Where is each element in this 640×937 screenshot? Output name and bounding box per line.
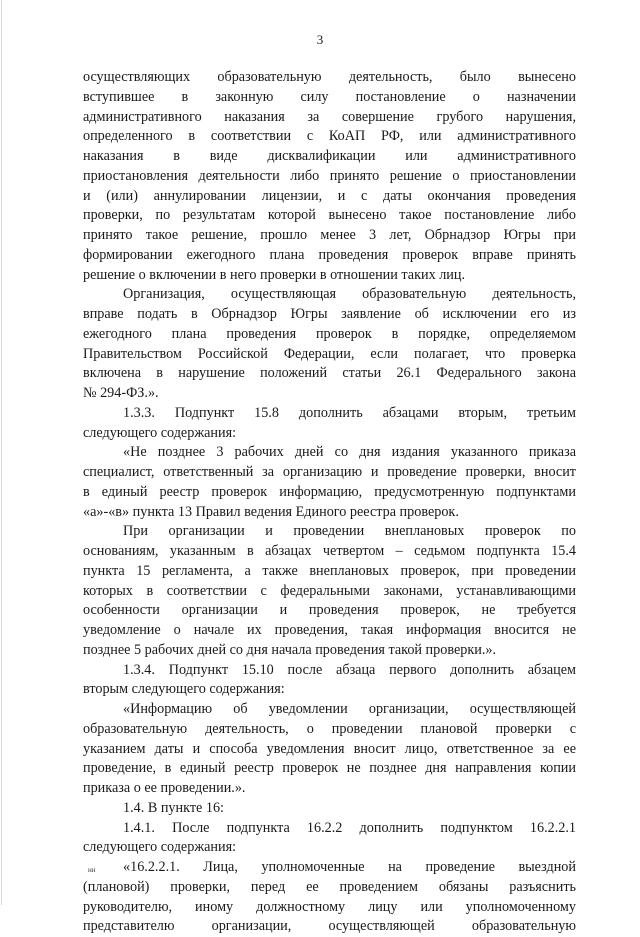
page-number: 3 <box>316 32 324 47</box>
footer-mark: нн <box>88 866 96 874</box>
text-line: приказа о ее проведении.». <box>83 780 246 796</box>
text-line: формировании ежегодного плана проведения проверок вправе принять <box>83 246 576 263</box>
text-line: 1.4. В пункте 16: <box>123 799 224 816</box>
text-line: «Не позднее 3 рабочих дней со дня издания указанного приказа <box>123 444 576 461</box>
text-line: Организация, осуществляющая образовательную деятельность, <box>123 286 576 303</box>
text-line: в единый реестр проверок информацию, предусмотренную подпунктами <box>83 483 576 500</box>
text-line: и (или) аннулировании лицензии, и с даты окончания проведения <box>83 187 576 204</box>
text-line: образовательную деятельность, о проведении плановой проверки с <box>83 720 576 737</box>
text-line: вправе подать в Обрнадзор Югры заявление об исключении его из <box>83 306 576 322</box>
text-line: уведомление о начале их проведения, такая информация вносится не <box>83 622 576 638</box>
document-body <box>83 68 576 937</box>
text-line: позднее 5 рабочих дней со дня начала проведения такой проверки.». <box>83 641 497 658</box>
text-line: специалист, ответственный за организацию и проведение проверки, вносит <box>83 464 576 480</box>
text-line: основаниям, указанным в абзацах четвертом – седьмом подпункта 15.4 <box>83 543 576 559</box>
text-line: административного наказания за совершение грубого нарушения, <box>83 108 576 125</box>
text-line: следующего содержания: <box>83 424 237 441</box>
text-line: (плановой) проверки, перед ее проведением обязаны разъяснить <box>83 878 576 895</box>
text-line: приостановления деятельности либо принято решение о приостановлении <box>83 167 576 184</box>
text-line: При организации и проведении внеплановых проверок по <box>123 523 576 540</box>
text-line: включена в нарушение положений статьи 26.1 Федерального закона <box>83 365 576 382</box>
text-line: «а»-«в» пункта 13 Правил ведения Единого реестра проверок. <box>83 503 459 520</box>
text-line: Правительством Российской Федерации, если полагает, что проверка <box>83 345 576 362</box>
text-line: «Информацию об уведомлении организации, осуществляющей <box>123 701 576 717</box>
text-line: 1.3.3. Подпункт 15.8 дополнить абзацами вторым, третьим <box>123 404 576 421</box>
binding-edge <box>1 0 2 905</box>
text-line: следующего содержания: <box>83 839 237 856</box>
text-line: особенности организации и проведения проверок, не требуется <box>83 602 576 619</box>
text-line: № 294-ФЗ.». <box>83 385 159 401</box>
text-line: представителю организации, осуществляющей образовательную <box>83 918 576 935</box>
text-line: принято такое решение, прошло менее 3 лет, Обрнадзор Югры при <box>83 227 576 243</box>
text-line: проверки, по результатам которой вынесено такое постановление либо <box>83 207 576 224</box>
text-line: вторым следующего содержания: <box>83 681 285 698</box>
text-line: указанием даты и способа уведомления вносит лицо, ответственное за ее <box>83 740 576 757</box>
text-line: определенного в соответствии с КоАП РФ, или административного <box>83 128 576 145</box>
text-line: которых в соответствии с федеральными законами, устанавливающими <box>83 582 576 599</box>
text-line: 1.4.1. После подпункта 16.2.2 дополнить подпунктом 16.2.2.1 <box>123 819 576 836</box>
text-line: решение о включении в него проверки в отношении таких лиц. <box>83 266 466 283</box>
text-line: руководителю, иному должностному лицу или уполномоченному <box>83 898 576 915</box>
text-line: наказания в виде дисквалификации или административного <box>83 148 576 164</box>
text-line: 1.3.4. Подпункт 15.10 после абзаца первого дополнить абзацем <box>123 661 576 678</box>
text-line: «16.2.2.1. Лица, уполномоченные на проведение выездной <box>123 859 576 875</box>
text-line: вступившее в законную силу постановление о назначении <box>83 88 576 105</box>
text-line: проведение, в единый реестр проверок не позднее дня направления копии <box>83 760 576 777</box>
text-line: пункта 15 регламента, а также внеплановых проверок, при проведении <box>83 562 576 579</box>
text-line: ежегодного плана проведения проверок в порядке, определяемом <box>83 325 576 342</box>
text-line: осуществляющих образовательную деятельность, было вынесено <box>83 69 576 85</box>
